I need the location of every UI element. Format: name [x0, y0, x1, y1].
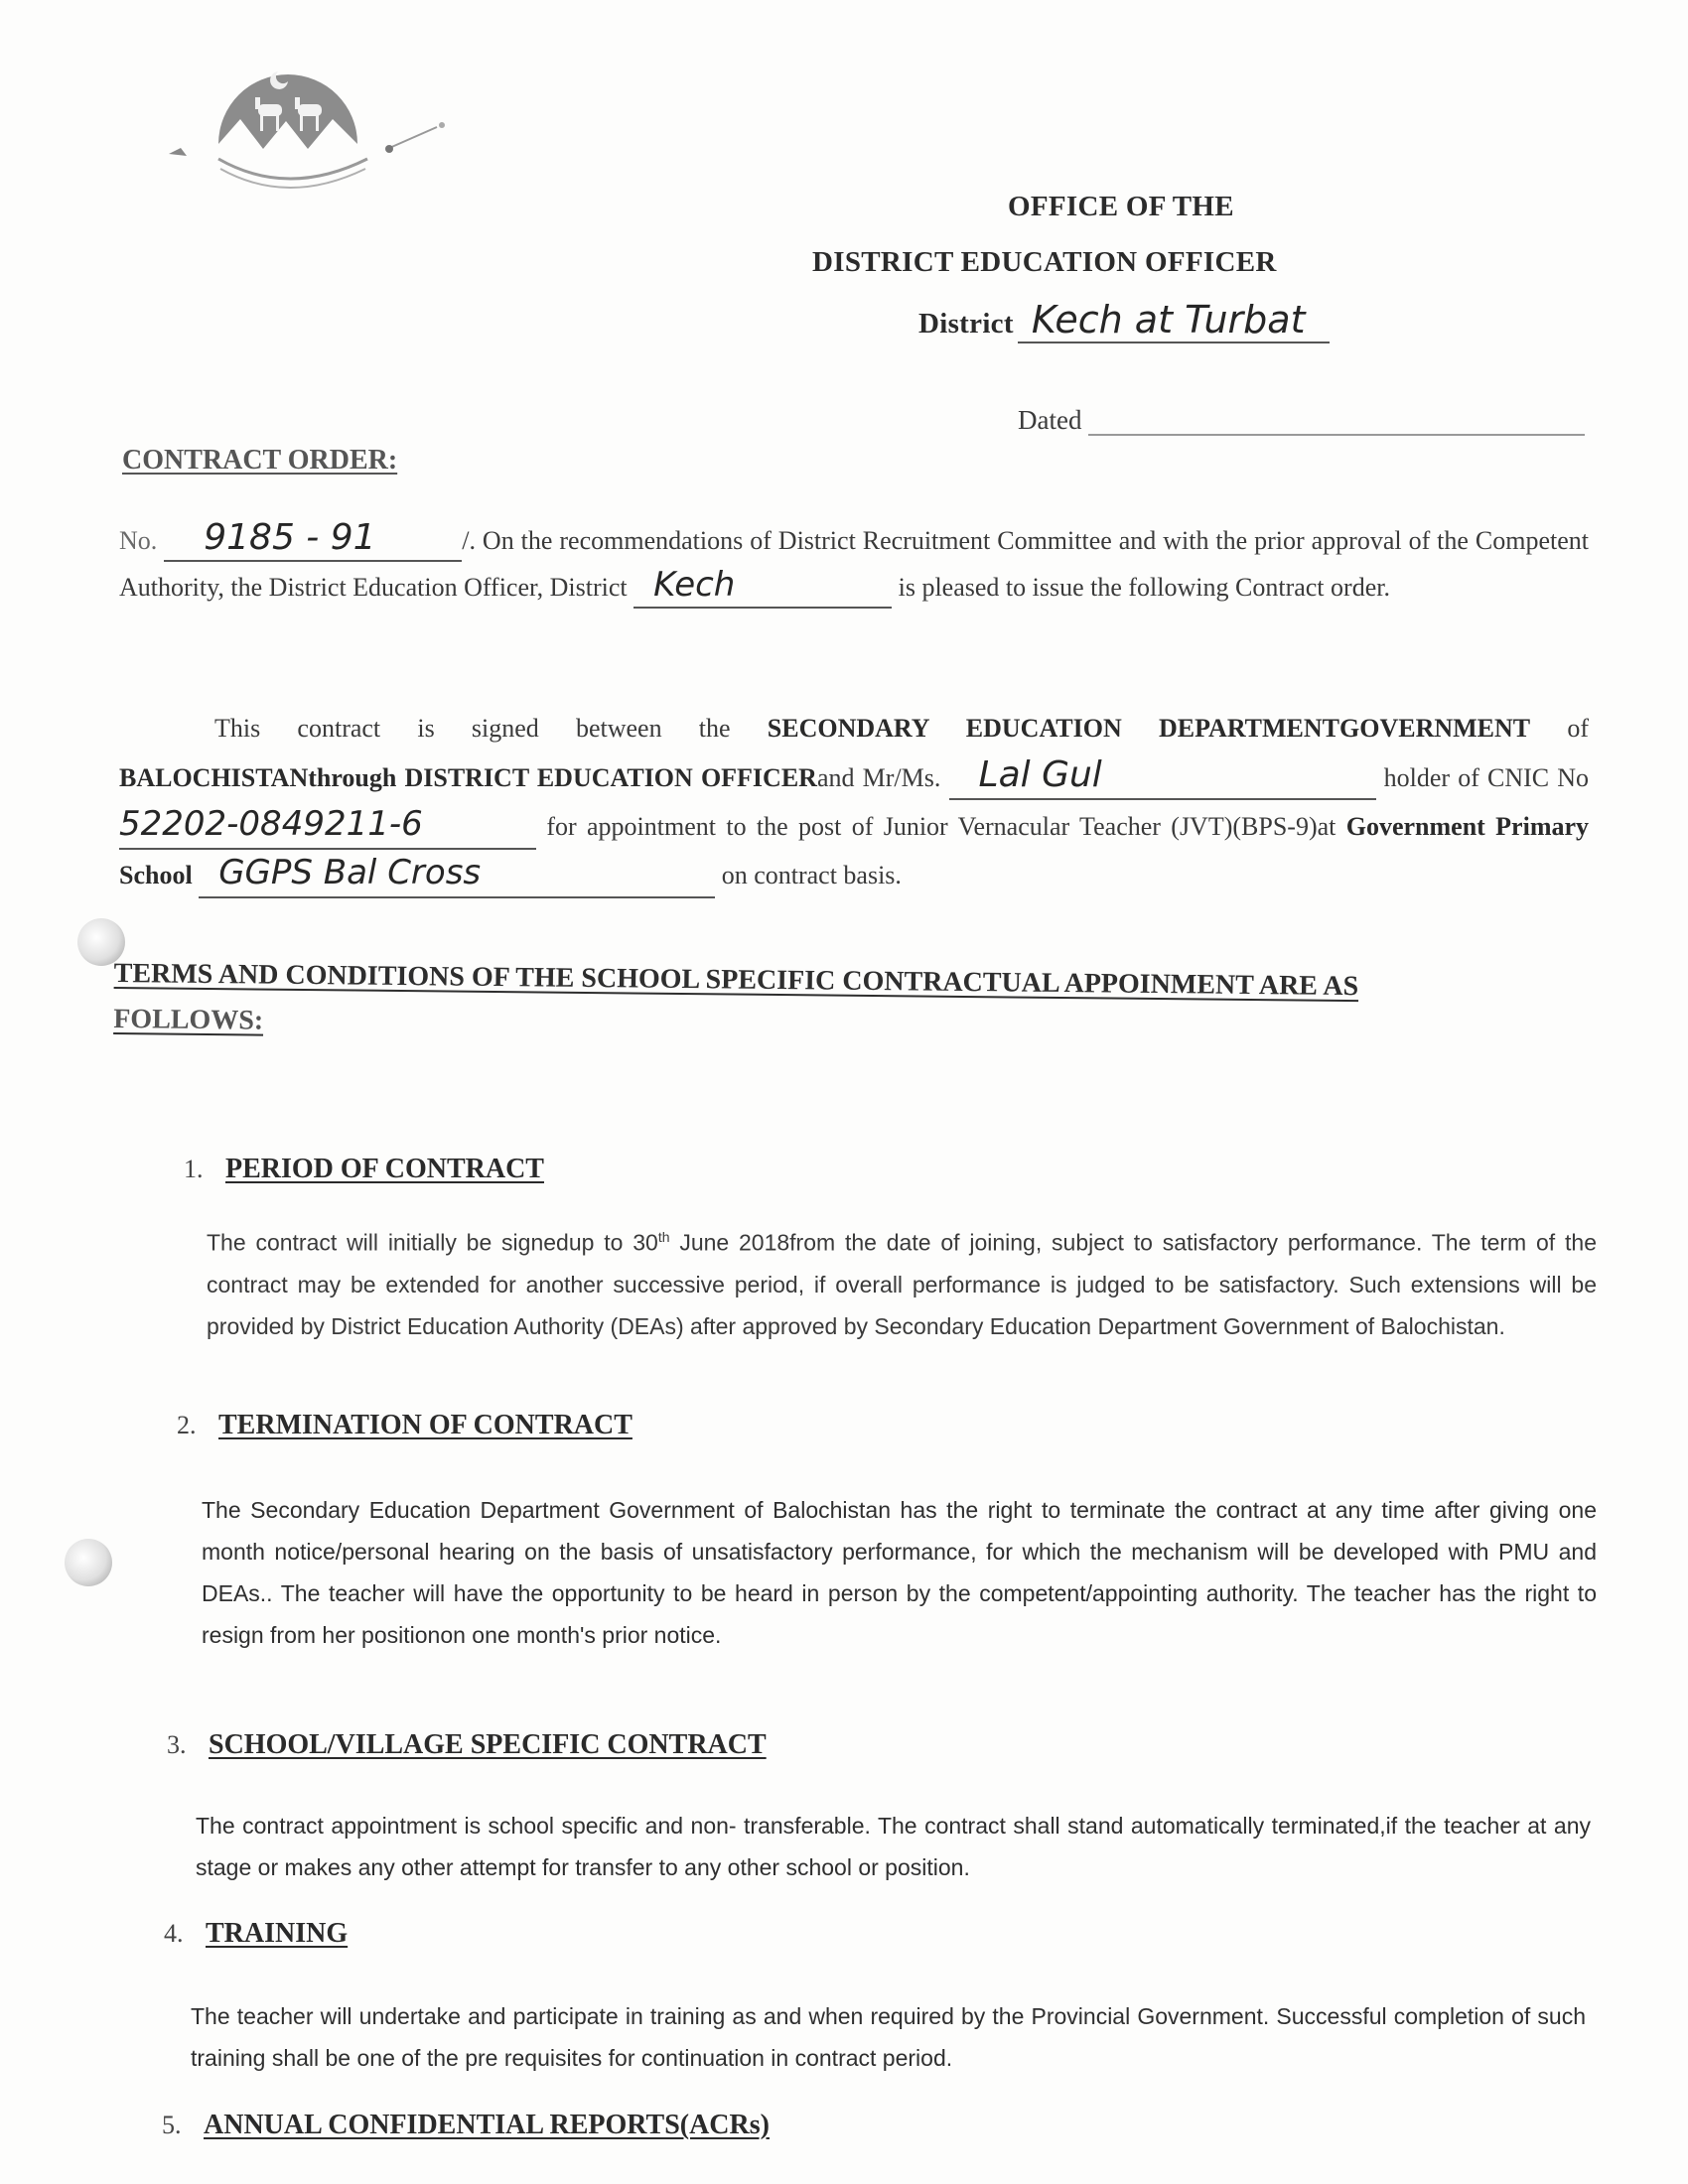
section-number: 2.: [177, 1411, 197, 1439]
parties-text-5: for appointment to the post of Junior Vernacular Teacher (JVT)(BPS-9)at: [546, 812, 1336, 841]
section-title: TERMINATION OF CONTRACT: [218, 1410, 633, 1440]
section-3-heading: [167, 1729, 767, 1761]
district-handwritten-value: Kech at Turbat: [1018, 298, 1330, 343]
terms-heading-line2: FOLLOWS:: [113, 1003, 264, 1036]
order-text-part2: is pleased to issue the following Contract order.: [898, 573, 1390, 602]
contract-order-title: CONTRACT ORDER:: [122, 445, 398, 476]
section-1-body: [207, 1216, 1597, 1347]
section-1-text-b: June 2018from the date of joining, subject to satisfactory performance. The term of the contract may be extended for another successive period, if overall performance is judged to be satisfactory. Such extensions will be provided by District Education Authority (DEAs) after approved by Secondary Education Department Government of Balochistan.: [207, 1229, 1597, 1339]
office-title-line1: OFFICE OF THE: [1008, 191, 1234, 222]
section-number: 3.: [167, 1730, 187, 1759]
dated-field: [1018, 405, 1585, 436]
section-title: TRAINING: [206, 1918, 349, 1949]
cnic-handwritten: 52202-0849211-6: [119, 801, 536, 850]
parties-text-4: holder of CNIC No: [1383, 763, 1590, 792]
order-number-label: No.: [119, 526, 158, 555]
section-title: SCHOOL/VILLAGE SPECIFIC CONTRACT: [209, 1729, 767, 1760]
district-field: [918, 298, 1330, 343]
section-4-heading: [164, 1918, 348, 1950]
balochistan-emblem-icon: [159, 50, 477, 199]
ordinal-suffix: th: [657, 1229, 670, 1245]
section-number: 1.: [184, 1155, 204, 1183]
section-4-body: The teacher will undertake and participate in training as and when required by the Provincial Government. Successful completion of such training shall be one of the pre requisites for continuation in contract period.: [191, 2003, 1586, 2071]
parties-text-6: on contract basis.: [721, 861, 902, 889]
parties-text-1: This contract is signed between the: [214, 714, 731, 743]
section-number: 4.: [164, 1919, 184, 1948]
school-name-handwritten: GGPS Bal Cross: [199, 850, 715, 898]
parties-text-2: of: [1567, 714, 1590, 743]
terms-heading: [113, 951, 1504, 1057]
teacher-name-handwritten: Lal Gul: [949, 751, 1376, 800]
order-district-handwritten: Kech: [633, 563, 892, 609]
section-title: ANNUAL CONFIDENTIAL REPORTS(ACRs): [204, 2110, 770, 2140]
section-1-heading: [184, 1154, 544, 1185]
punch-hole: [65, 1539, 112, 1586]
section-5-heading: [162, 2110, 770, 2141]
section-number: 5.: [162, 2111, 182, 2139]
section-2-body: The Secondary Education Department Government of Balochistan has the right to terminate the contract at any time after giving one month notice/personal hearing on the basis of unsatisfactory performance, for which the mechanism will be developed with PMU and DEAs.. The teacher will have the opportunity to be heard in person by the competent/appointing authority. The teacher has the right to resign from her positionon one month's prior notice.: [202, 1497, 1597, 1648]
office-title-line2: DISTRICT EDUCATION OFFICER: [812, 246, 1277, 278]
section-1-text-a: The contract will initially be signedup to 30: [207, 1229, 658, 1256]
parties-bold-3: Government Primary School: [119, 812, 1590, 889]
district-label: District: [918, 308, 1014, 340]
contract-parties-paragraph: [119, 705, 1589, 898]
section-3-body: The contract appointment is school specific and non- transferable. The contract shall stand automatically terminated,if the teacher at any stage or makes any other attempt for transfer to any other school or position.: [196, 1813, 1591, 1880]
section-2-heading: [177, 1410, 633, 1441]
order-text-part1: /. On the recommendations of District Recruitment Committee and with the prior approval of the Competent Authority, the District Education Officer, District: [119, 526, 1590, 602]
dated-label: Dated: [1018, 405, 1082, 435]
dated-blank: [1088, 408, 1585, 436]
contract-order-paragraph: [119, 516, 1589, 610]
parties-text-3: and Mr/Ms.: [816, 763, 941, 792]
parties-bold-2: BALOCHISTANthrough DISTRICT EDUCATION OFFICER: [119, 763, 817, 792]
parties-bold-1: SECONDARY EDUCATION DEPARTMENTGOVERNMENT: [767, 714, 1531, 743]
terms-heading-line1: TERMS AND CONDITIONS OF THE SCHOOL SPECIFIC CONTRACTUAL APPOINMENT ARE AS: [113, 957, 1359, 1003]
government-emblem: [159, 50, 477, 199]
order-number-handwritten: 9185 - 91: [164, 516, 462, 562]
section-title: PERIOD OF CONTRACT: [225, 1154, 544, 1184]
